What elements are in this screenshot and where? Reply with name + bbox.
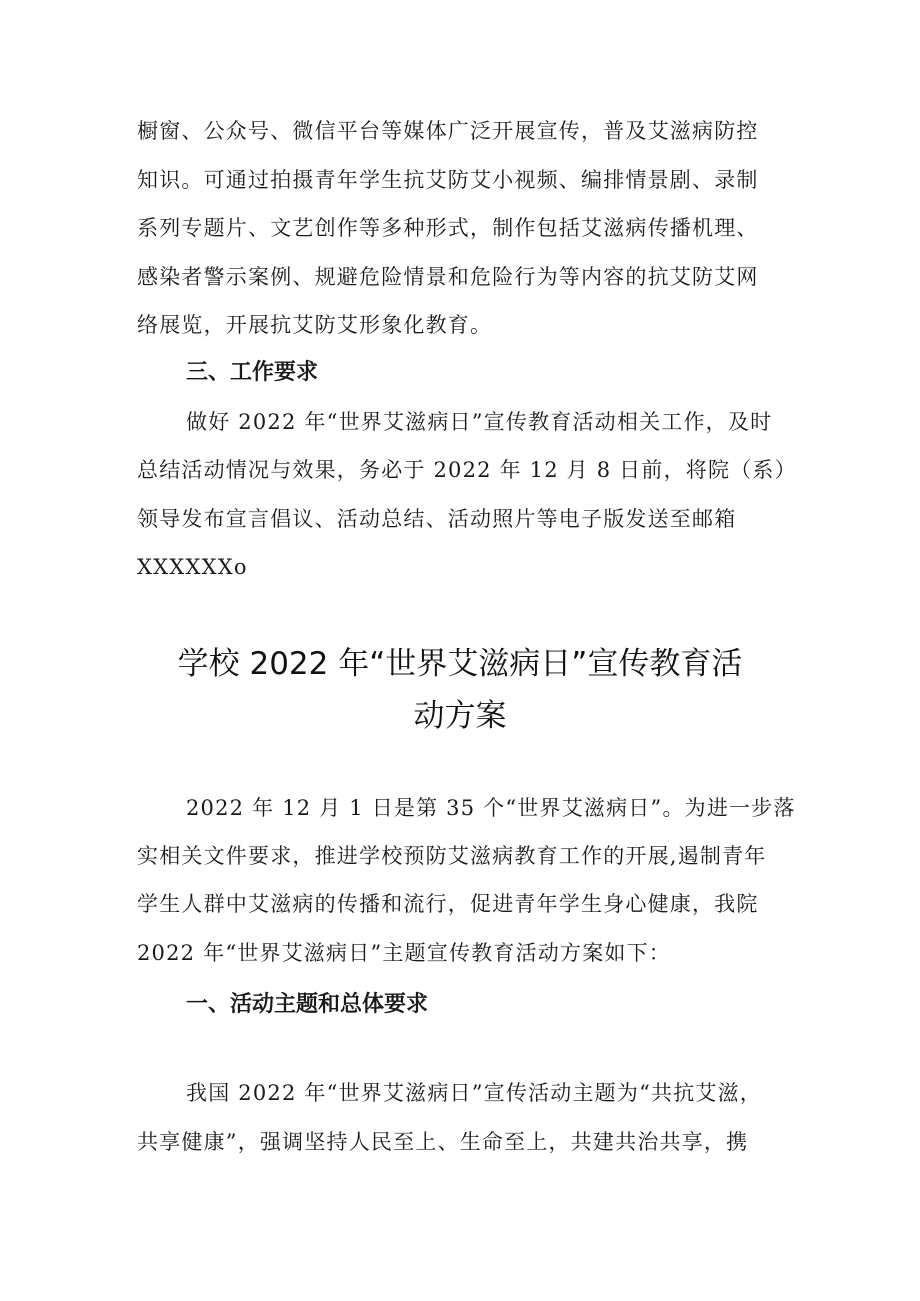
paragraph-line: 学生人群中艾滋病的传播和流行，促进青年学生身心健康，我院: [137, 892, 759, 916]
paragraph-line: 络展览，开展抗艾防艾形象化教育。: [137, 313, 493, 337]
paragraph-line: 感染者警示案例、规避危险情景和危险行为等内容的抗艾防艾网: [137, 265, 759, 289]
paragraph-line: 系列专题片、文艺创作等多种形式，制作包括艾滋病传播机理、: [137, 216, 759, 240]
paragraph-line: XXXXXXo: [137, 555, 248, 579]
paragraph-line: 总结活动情况与效果，务必于 2022 年 12 月 8 日前，将院（系）: [137, 458, 797, 482]
paragraph-line: 实相关文件要求，推进学校预防艾滋病教育工作的开展,遏制青年: [137, 844, 767, 868]
document-title-line-1: 学校 2022 年“世界艾滋病日”宣传教育活: [177, 646, 743, 682]
paragraph-line: 共享健康”，强调坚持人民至上、生命至上，共建共治共享，携: [137, 1130, 749, 1154]
paragraph-line: 做好 2022 年“世界艾滋病日”宣传教育活动相关工作，及时: [186, 410, 773, 434]
paragraph-line: 橱窗、公众号、微信平台等媒体广泛开展宣传，普及艾滋病防控: [137, 119, 759, 143]
paragraph-line: 知识。可通过拍摄青年学生抗艾防艾小视频、编排情景剧、录制: [137, 168, 759, 192]
paragraph-line: 我国 2022 年“世界艾滋病日”宣传活动主题为“共抗艾滋，: [186, 1081, 762, 1105]
section-heading-work-requirements: 三、工作要求: [186, 360, 319, 385]
paragraph-line: 2022 年“世界艾滋病日”主题宣传教育活动方案如下：: [137, 941, 671, 965]
paragraph-line: 2022 年 12 月 1 日是第 35 个“世界艾滋病日”。为进一步落: [186, 796, 796, 820]
section-heading-activity-theme: 一、活动主题和总体要求: [186, 992, 429, 1017]
document-title-line-2: 动方案: [413, 698, 507, 734]
paragraph-line: 领导发布宣言倡议、活动总结、活动照片等电子版发送至邮箱: [137, 507, 737, 531]
